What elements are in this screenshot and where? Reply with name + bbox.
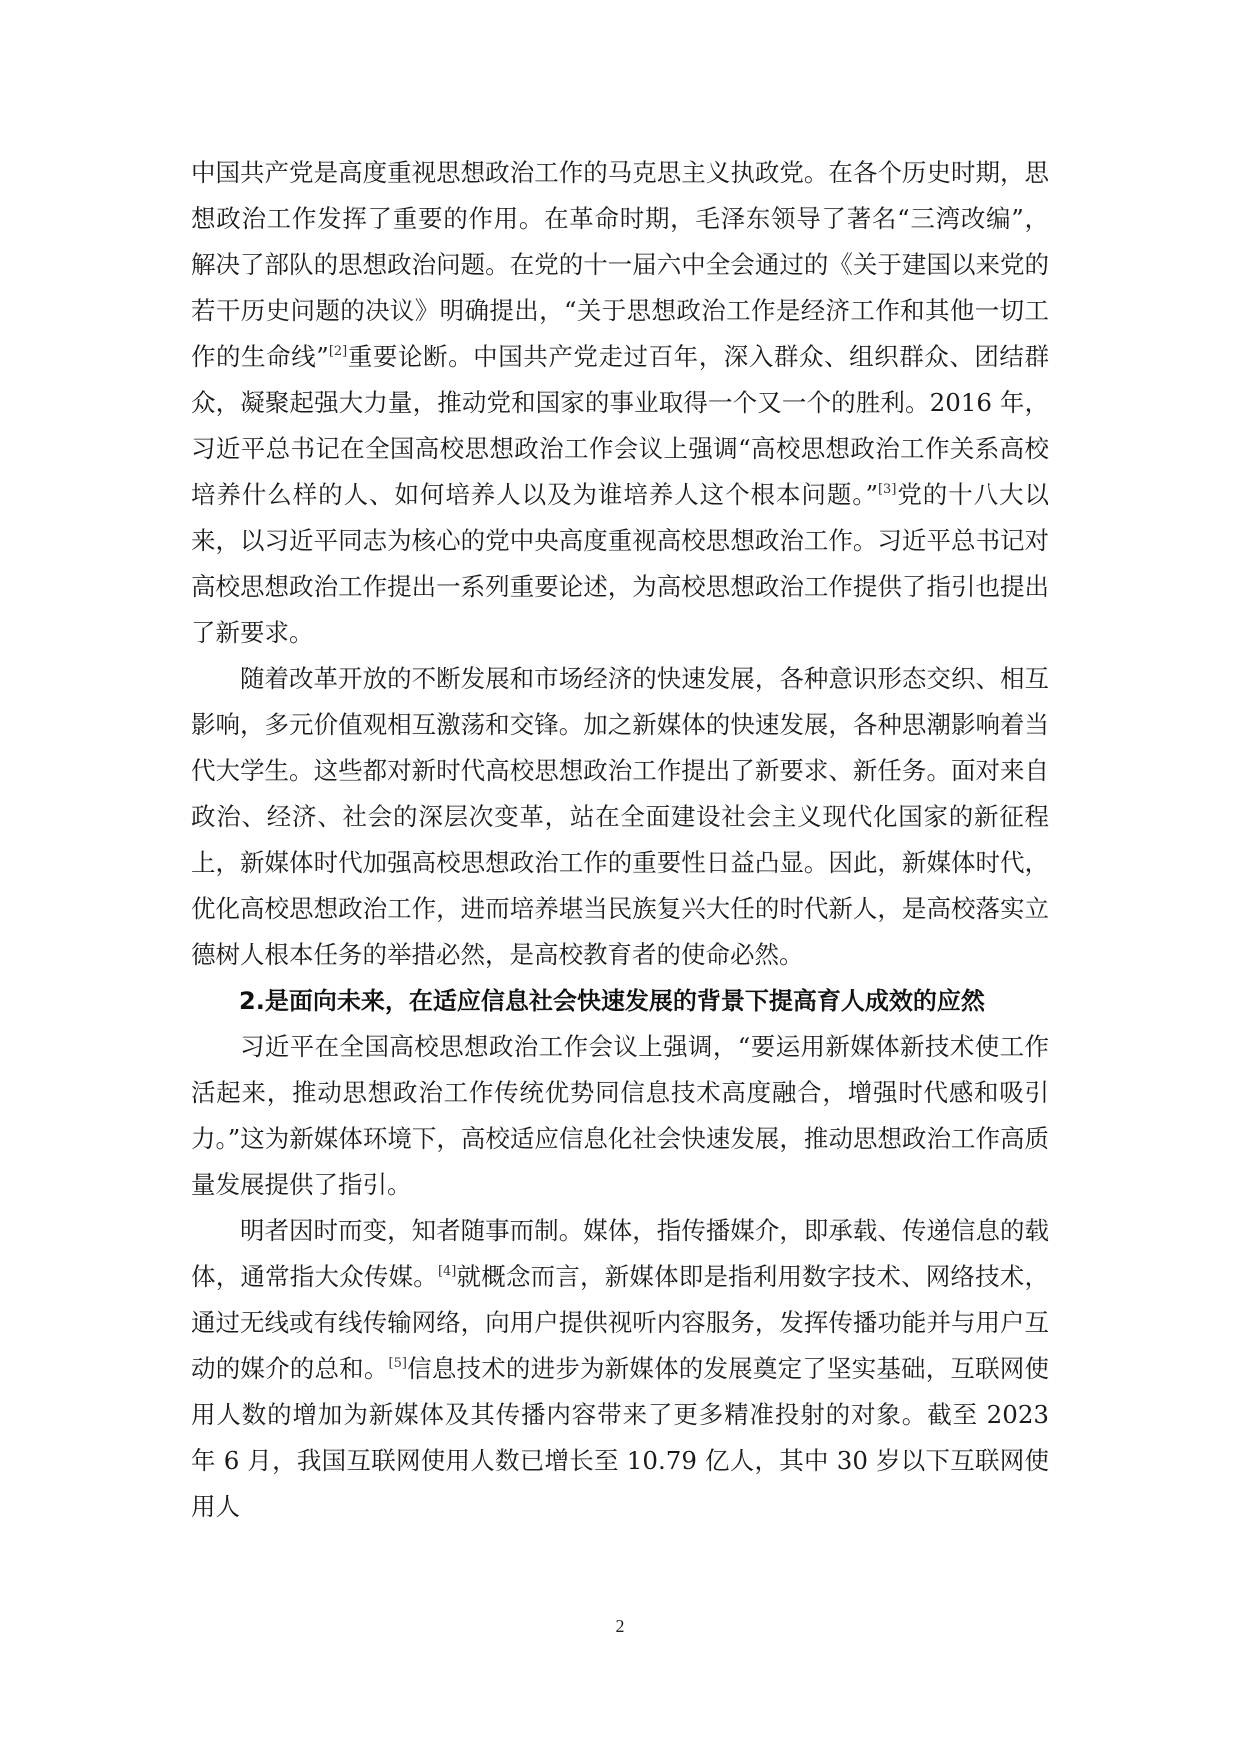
paragraph <box>191 150 1049 656</box>
paragraph-text: 中国共产党是高度重视思想政治工作的马克思主义执政党。在各个历史时期，思想政治工作发挥了重要的作用。在革命时期，毛泽东领导了著名“三湾改编”，解决了部队的思想政治问题。在党的十一届六中全会通过的《关于建国以来党的若干历史问题的决议》明确提出，“关于思想政治工作是经济工作和其他一切工作的生命线” <box>191 158 1049 371</box>
paragraph-text: 重要论断。中国共产党走过百年，深入群众、组织群众、团结群众，凝聚起强大力量，推动党和国家的事业取得一个又一个的胜利。2016 年，习近平总书记在全国高校思想政治工作会议上强调“高校思想政治工作关系高校培养什么样的人、如何培养人以及为谁培养人这个根本问题。” <box>191 342 1049 509</box>
page-number: 2 <box>615 1616 625 1636</box>
section-heading: 2.是面向未来，在适应信息社会快速发展的背景下提高育人成效的应然 <box>239 987 985 1015</box>
paragraph-text: 就概念而言，新媒体即是指利用数字技术、网络技术，通过无线或有线传输网络，向用户提供视听内容服务，发挥传播功能并与用户互动的媒介的总和。 <box>191 1262 1050 1383</box>
citation-marker: [2] <box>328 344 348 359</box>
body-text <box>191 150 1049 1530</box>
paragraph-text: 党的十八大以来，以习近平同志为核心的党中央高度重视高校思想政治工作。习近平总书记对高校思想政治工作提出一系列重要论述，为高校思想政治工作提供了指引也提出了新要求。 <box>191 480 1050 647</box>
paragraph-text: 信息技术的进步为新媒体的发展奠定了坚实基础，互联网使用人数的增加为新媒体及其传播内容带来了更多精准投射的对象。截至 2023 年 6 月，我国互联网使用人数已增长至 10.79 亿人，其中 30 岁以下互联网使用人 <box>191 1354 1049 1521</box>
paragraph <box>191 1024 1049 1208</box>
paragraph <box>191 656 1049 978</box>
paragraph-text: 习近平在全国高校思想政治工作会议上强调，“要运用新媒体新技术使工作活起来，推动思想政治工作传统优势同信息技术高度融合，增强时代感和吸引力。”这为新媒体环境下，高校适应信息化社会快速发展，推动思想政治工作高质量发展提供了指引。 <box>191 1032 1049 1199</box>
paragraph-text: 随着改革开放的不断发展和市场经济的快速发展，各种意识形态交织、相互影响，多元价值观相互激荡和交锋。加之新媒体的快速发展，各种思潮影响着当代大学生。这些都对新时代高校思想政治工作提出了新要求、新任务。面对来自政治、经济、社会的深层次变革，站在全面建设社会主义现代化国家的新征程上，新媒体时代加强高校思想政治工作的重要性日益凸显。因此，新媒体时代，优化高校思想政治工作，进而培养堪当民族复兴大任的时代新人，是高校落实立德树人根本任务的举措必然，是高校教育者的使命必然。 <box>191 664 1049 969</box>
paragraph-text: 明者因时而变，知者随事而制。媒体，指传播媒介，即承载、传递信息的载体，通常指大众传媒。 <box>191 1216 1049 1291</box>
citation-marker: [5] <box>388 1356 407 1371</box>
paragraph <box>191 1208 1049 1530</box>
citation-marker: [4] <box>437 1264 457 1279</box>
citation-marker: [3] <box>877 482 897 497</box>
